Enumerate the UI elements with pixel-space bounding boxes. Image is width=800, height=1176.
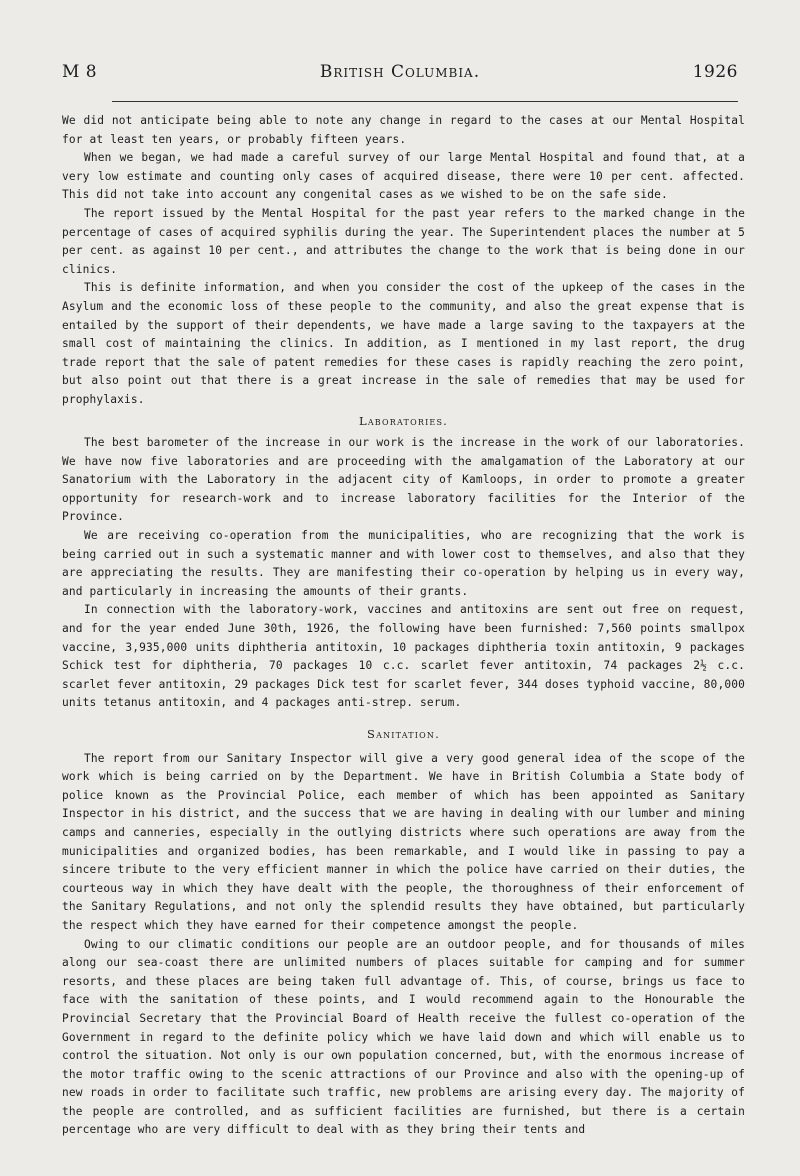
paragraph: We are receiving co-operation from the municipalities, who are recognizing that the work is being carried out in such a systematic manner and with lower cost to themselves, and also that they are appreciating the results. They are manifesting their co-operation by helping us in every way, and particularly in increasing the amounts of their grants. — [62, 529, 745, 598]
paragraph: The report from our Sanitary Inspector will give a very good general idea of the scope of the work which is being carried on by the Department. We have in British Columbia a State body of police known as the Provincial Police, each member of which has been appointed as Sanitary Inspector in his district, and the success that we are having in dealing with our lumber and mining camps and canneries, especially in the outlying districts where such operations are away from the municipalities and organized bodies, has been remarkable, and I would like in passing to pay a sincere tribute to the very efficient manner in which the police have carried on their duties, the courteous way in which they have dealt with the people, the thoroughness of their enforcement of the Sanitary Regulations, and not only the splendid results they have obtained, but particularly the respect which they have earned for their competence amongst the people. — [62, 751, 745, 932]
paragraph: In connection with the laboratory-work, vaccines and antitoxins are sent out free on request, and for the year ended June 30th, 1926, the following have been furnished: 7,560 points smallpox vaccine, 3,935,000 units diphtheria antitoxin, 10 packages diphtheria toxin antitoxin, 9 packages Schick test for diphtheria, 70 packages 10 c.c. scarlet fever antitoxin, 74 packages 2½ c.c. scarlet fever antitoxin, 29 packages Dick test for scarlet fever, 344 doses typhoid vaccine, 80,000 units tetanus antitoxin, and 4 packages anti-strep. serum. — [62, 603, 745, 710]
running-header — [62, 62, 738, 92]
paragraph: When we began, we had made a careful survey of our large Mental Hospital and found that, at a very low estimate and counting only cases of acquired disease, there were 10 per cent. affected. This did not take into account any congenital cases as we wished to be on the safe side. — [62, 151, 745, 202]
header-rule — [112, 101, 738, 102]
report-title: British Columbia. — [319, 62, 481, 82]
paragraph: We did not anticipate being able to note any change in regard to the cases at our Mental Hospital for at least ten years, or probably fifteen years. — [62, 114, 745, 146]
paragraph: This is definite information, and when you consider the cost of the upkeep of the cases in the Asylum and the economic loss of these people to the community, and also the great expense that is entailed by the support of their dependents, we have made a large saving to the taxpayers at the small cost of maintaining the clinics. In addition, as I mentioned in my last report, the drug trade report that the sale of patent remedies for these cases is rapidly reaching the zero point, but also point out that there is a great increase in the sale of remedies that may be used for prophylaxis. — [62, 281, 745, 406]
paragraph: Owing to our climatic conditions our people are an outdoor people, and for thousands of miles along our sea-coast there are unlimited numbers of places suitable for camping and for summer resorts, and these places are being taken full advantage of. This, of course, brings us face to face with the sanitation of these points, and I would recommend again to the Honourable the Provincial Secretary that the Provincial Board of Health receive the fullest co-operation of the Government in regard to the definite policy which we have laid down and which will enable us to control the situation. Not only is our own population concerned, but, with the enormous increase of the motor traffic owing to the scenic attractions of our Province and also with the opening-up of new roads in order to facilitate such traffic, new problems are arising every day. The majority of the people are controlled, and as sufficient facilities are furnished, but there is a certain percentage who are very difficult to deal with as they bring their tents and — [62, 937, 745, 1137]
report-year: 1926 — [692, 62, 738, 82]
section-heading-laboratories: Laboratories. — [358, 413, 449, 428]
body-text — [62, 112, 745, 1140]
paragraph: The best barometer of the increase in our work is the increase in the work of our laboratories. We have now five laboratories and are proceeding with the amalgamation of the Laboratory at our Sanatorium with the Laboratory in the adjacent city of Kamloops, in order to promote a greater opportunity for research-work and to increase laboratory facilities for the Interior of the Province. — [62, 436, 745, 524]
page-number: M 8 — [62, 62, 98, 82]
section-heading-sanitation: Sanitation. — [367, 727, 440, 741]
paragraph: The report issued by the Mental Hospital for the past year refers to the marked change in the percentage of cases of acquired syphilis during the year. The Superintendent places the number at 5 per cent. as against 10 per cent., and attributes the change to the work that is being done in our clinics. — [62, 206, 745, 276]
